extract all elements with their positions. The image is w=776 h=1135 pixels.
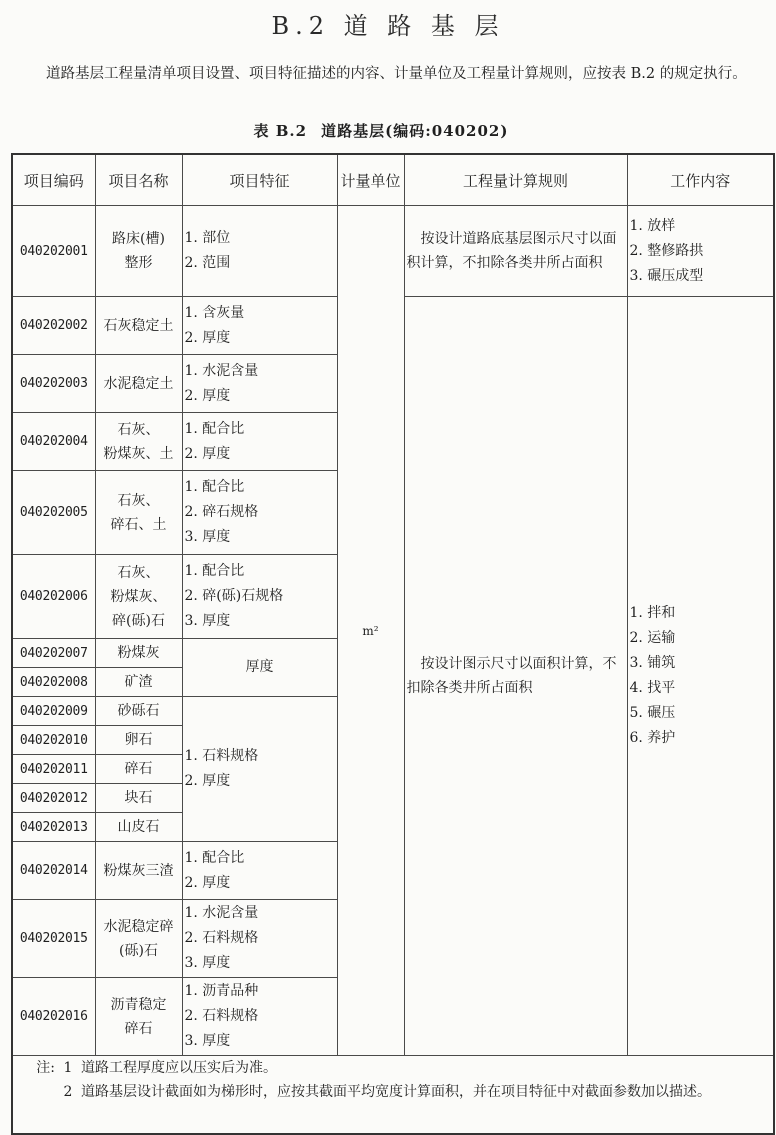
item-feature: 1. 水泥含量 2. 厚度 xyxy=(182,355,337,413)
item-code: 040202014 xyxy=(12,842,95,900)
item-feature: 1. 配合比 2. 碎(砾)石规格 3. 厚度 xyxy=(182,555,337,639)
item-name: 粉煤灰三渣 xyxy=(95,842,182,900)
header-code: 项目编码 xyxy=(12,154,95,206)
item-code: 040202015 xyxy=(12,900,95,978)
note-text: 道路基层设计截面如为梯形时，应按其截面平均宽度计算面积，并在项目特征中对截面参数加以描述。 xyxy=(81,1084,711,1100)
unit-cell: m² xyxy=(337,206,404,1056)
item-code: 040202010 xyxy=(12,726,95,755)
item-feature: 1. 部位 2. 范围 xyxy=(182,206,337,297)
item-name: 碎石 xyxy=(95,755,182,784)
quantity-table xyxy=(11,153,775,1135)
item-code: 040202008 xyxy=(12,668,95,697)
item-name: 矿渣 xyxy=(95,668,182,697)
item-feature: 1. 水泥含量 2. 石料规格 3. 厚度 xyxy=(182,900,337,978)
item-name: 水泥稳定碎 (砾)石 xyxy=(95,900,182,978)
item-code: 040202007 xyxy=(12,639,95,668)
header-unit: 计量单位 xyxy=(337,154,404,206)
work-cell: 1. 拌和 2. 运输 3. 铺筑 4. 找平 5. 碾压 6. 养护 xyxy=(627,297,774,1056)
item-code: 040202003 xyxy=(12,355,95,413)
item-name: 石灰、 粉煤灰、土 xyxy=(95,413,182,471)
note-number: 2 xyxy=(63,1084,73,1100)
note-item xyxy=(15,1080,771,1104)
table-title: 道路基层(编码:040202) xyxy=(321,122,509,140)
item-name: 路床(槽) 整形 xyxy=(95,206,182,297)
rule-cell: 按设计图示尺寸以面积计算，不扣除各类井所占面积 xyxy=(404,297,627,1056)
item-feature: 1. 配合比 2. 碎石规格 3. 厚度 xyxy=(182,471,337,555)
header-rule: 工程量计算规则 xyxy=(404,154,627,206)
item-feature: 厚度 xyxy=(182,639,337,697)
item-code: 040202013 xyxy=(12,813,95,842)
item-name: 砂砾石 xyxy=(95,697,182,726)
item-feature: 1. 配合比 2. 厚度 xyxy=(182,413,337,471)
note-label: 注: xyxy=(36,1060,55,1076)
intro-paragraph: 道路基层工程量清单项目设置、项目特征描述的内容、计量单位及工程量计算规则，应按表 B.2 的规定执行。 xyxy=(46,66,747,82)
header-row xyxy=(12,154,774,206)
item-code: 040202004 xyxy=(12,413,95,471)
item-name: 石灰、 粉煤灰、 碎(砾)石 xyxy=(95,555,182,639)
item-code: 040202012 xyxy=(12,784,95,813)
item-code: 040202016 xyxy=(12,978,95,1056)
note-text: 道路工程厚度应以压实后为准。 xyxy=(81,1060,277,1076)
section-title: B.2 道 路 基 层 xyxy=(271,12,505,40)
table-row xyxy=(12,206,774,297)
item-name: 石灰稳定土 xyxy=(95,297,182,355)
item-feature: 1. 含灰量 2. 厚度 xyxy=(182,297,337,355)
item-name: 卵石 xyxy=(95,726,182,755)
header-feature: 项目特征 xyxy=(182,154,337,206)
notes-row xyxy=(12,1056,774,1134)
table-caption xyxy=(0,120,776,141)
item-code: 040202001 xyxy=(12,206,95,297)
header-work: 工作内容 xyxy=(627,154,774,206)
notes-cell xyxy=(12,1056,774,1134)
note-item xyxy=(15,1056,771,1080)
item-feature: 1. 石料规格 2. 厚度 xyxy=(182,697,337,842)
item-name: 粉煤灰 xyxy=(95,639,182,668)
item-name: 块石 xyxy=(95,784,182,813)
item-feature: 1. 配合比 2. 厚度 xyxy=(182,842,337,900)
item-code: 040202011 xyxy=(12,755,95,784)
item-code: 040202002 xyxy=(12,297,95,355)
header-name: 项目名称 xyxy=(95,154,182,206)
item-name: 山皮石 xyxy=(95,813,182,842)
item-name: 水泥稳定土 xyxy=(95,355,182,413)
item-name: 石灰、 碎石、土 xyxy=(95,471,182,555)
work-cell: 1. 放样 2. 整修路拱 3. 碾压成型 xyxy=(627,206,774,297)
item-name: 沥青稳定 碎石 xyxy=(95,978,182,1056)
item-code: 040202006 xyxy=(12,555,95,639)
note-number: 1 xyxy=(63,1060,73,1076)
table-number: 表 B.2 xyxy=(253,122,308,140)
item-code: 040202005 xyxy=(12,471,95,555)
item-code: 040202009 xyxy=(12,697,95,726)
rule-cell: 按设计道路底基层图示尺寸以面积计算，不扣除各类井所占面积 xyxy=(404,206,627,297)
item-feature: 1. 沥青品种 2. 石料规格 3. 厚度 xyxy=(182,978,337,1056)
